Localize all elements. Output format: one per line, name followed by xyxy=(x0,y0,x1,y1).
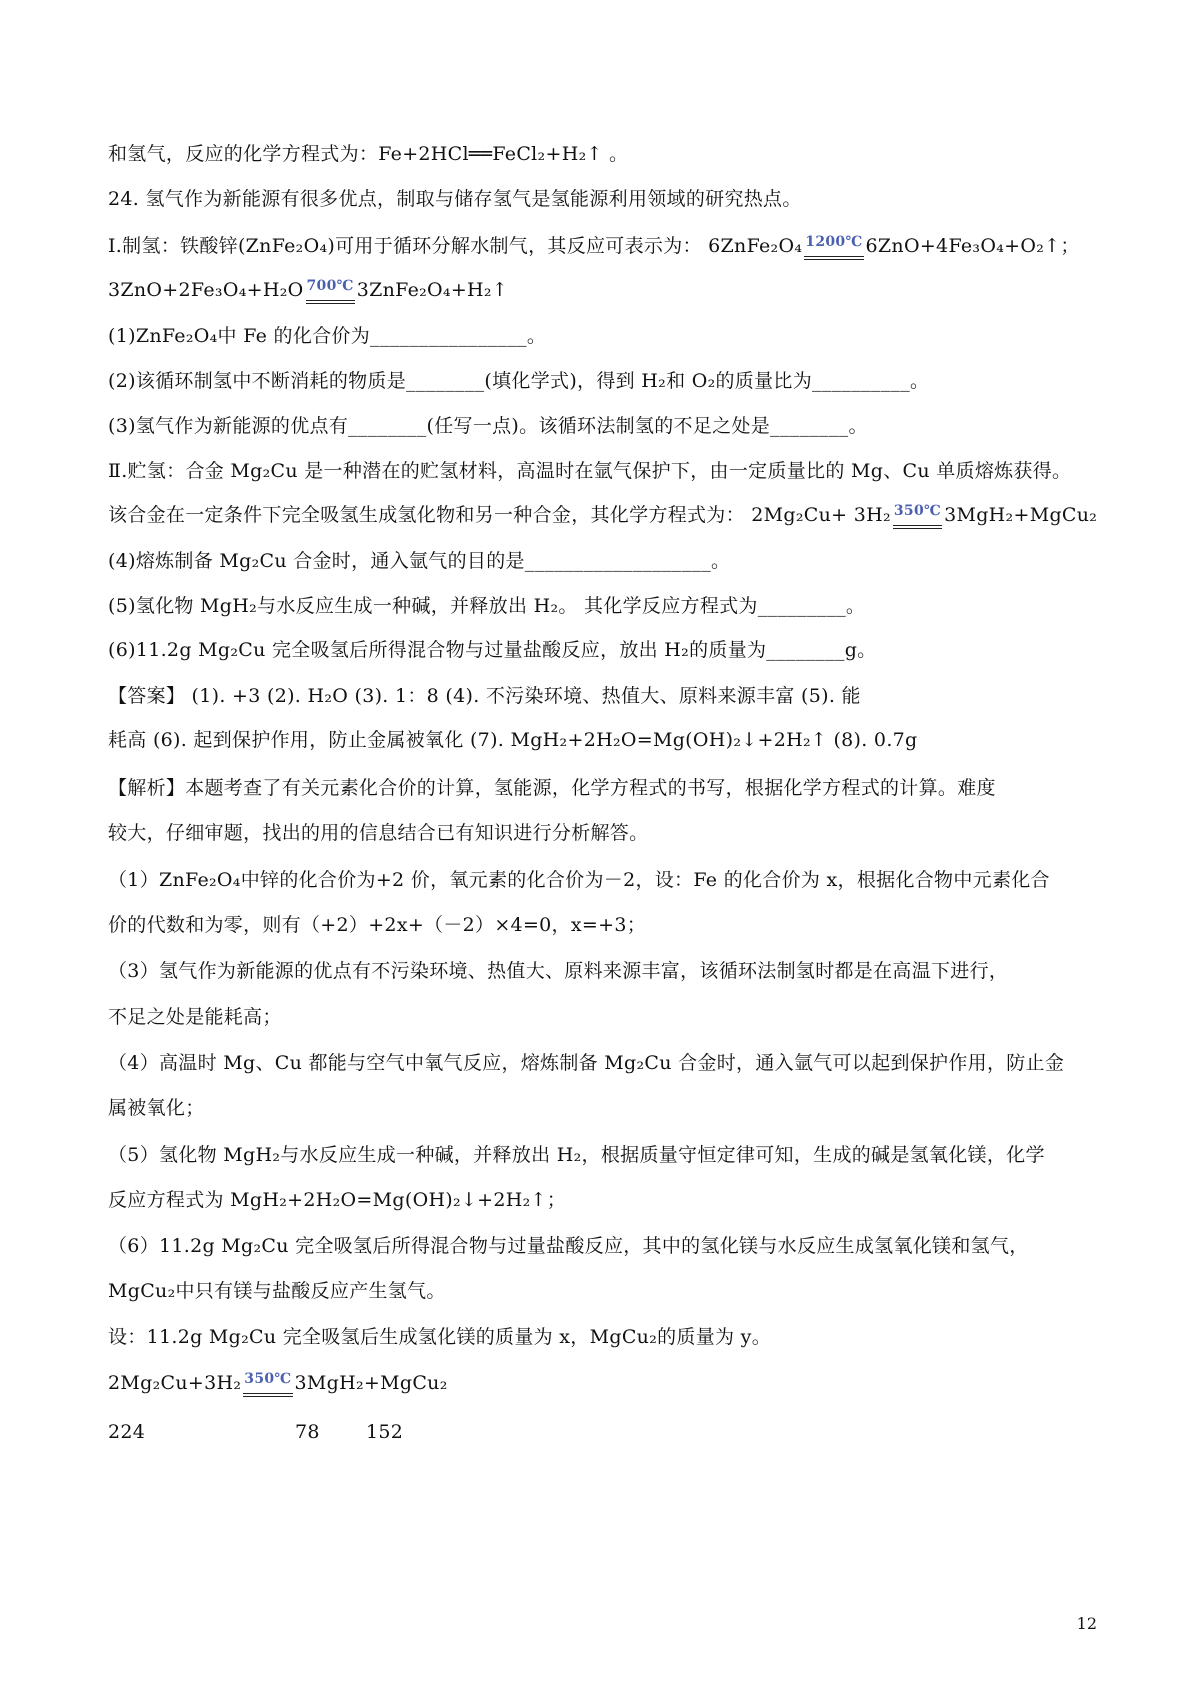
reaction-condition: 1200℃ xyxy=(804,228,863,257)
question-3: (3)氢气作为新能源的优点有________(任写一点)。该循环法制氢的不足之处是________。 xyxy=(108,415,868,437)
answer-line: 耗高 (6). 起到保护作用，防止金属被氧化 (7). MgH₂+2H₂O=Mg(OH)₂↓+2H₂↑ (8). 0.7g xyxy=(108,729,918,751)
analysis-line: 属被氧化； xyxy=(108,1097,205,1119)
question-5: (5)氢化物 MgH₂与水反应生成一种碱，并释放出 H₂。 其化学反应方程式为_________。 xyxy=(108,595,866,617)
analysis-line: （1）ZnFe₂O₄中锌的化合价为+2 价，氧元素的化合价为－2，设：Fe 的化合价为 x，根据化合物中元素化合 xyxy=(108,869,1050,891)
question-1: (1)ZnFe₂O₄中 Fe 的化合价为________________。 xyxy=(108,325,547,347)
analysis-line: （4）高温时 Mg、Cu 都能与空气中氧气反应，熔炼制备 Mg₂Cu 合金时，通入氩气可以起到保护作用，防止金 xyxy=(108,1052,1065,1074)
analysis-line: 不足之处是能耗高； xyxy=(108,1006,282,1028)
page-number: 12 xyxy=(1076,1614,1097,1633)
analysis-line: 价的代数和为零，则有（+2）+2x+（－2）×4=0，x=+3； xyxy=(108,914,647,936)
analysis-line: 反应方程式为 MgH₂+2H₂O=Mg(OH)₂↓+2H₂↑； xyxy=(108,1189,567,1211)
analysis-line: 【解析】本题考查了有关元素化合价的计算，氢能源，化学方程式的书写，根据化学方程式的计算。难度 xyxy=(108,777,996,799)
question-4: (4)熔炼制备 Mg₂Cu 合金时，通入氩气的目的是___________________。 xyxy=(108,550,731,572)
analysis-line: （3）氢气作为新能源的优点有不污染环境、热值大、原料来源丰富，该循环法制氢时都是在高温下进行， xyxy=(108,960,1009,982)
analysis-line: 设：11.2g Mg₂Cu 完全吸氢后生成氢化镁的质量为 x，MgCu₂的质量为 y。 xyxy=(108,1326,771,1348)
equation-line-2: 3ZnO+2Fe₃O₄+H₂O 700℃ 3ZnFe₂O₄+H₂↑ xyxy=(108,276,1100,307)
equation-line-3: 该合金在一定条件下完全吸氢生成氢化物和另一种合金，其化学方程式为： 2Mg₂Cu+ 3H₂ 350℃ 3MgH₂+MgCu₂ xyxy=(108,501,1100,532)
mass-value: 78 xyxy=(295,1421,320,1443)
equation-line-4: 2Mg₂Cu+3H₂ 350℃ 3MgH₂+MgCu₂ xyxy=(108,1369,1100,1400)
reaction-condition: 350℃ xyxy=(243,1365,292,1394)
text-line: Ⅱ.贮氢：合金 Mg₂Cu 是一种潜在的贮氢材料，高温时在氩气保护下，由一定质量比的 Mg、Cu 单质熔炼获得。 xyxy=(108,460,1072,482)
question-24-title: 24. 氢气作为新能源有很多优点，制取与储存氢气是氢能源利用领域的研究热点。 xyxy=(108,188,802,210)
question-6: (6)11.2g Mg₂Cu 完全吸氢后所得混合物与过量盐酸反应，放出 H₂的质量为________g。 xyxy=(108,639,877,661)
analysis-line: 较大，仔细审题，找出的用的信息结合已有知识进行分析解答。 xyxy=(108,822,649,844)
analysis-line: （6）11.2g Mg₂Cu 完全吸氢后所得混合物与过量盐酸反应，其中的氢化镁与水反应生成氢氧化镁和氢气， xyxy=(108,1235,1029,1257)
reaction-condition: 350℃ xyxy=(893,497,942,526)
question-2: (2)该循环制氢中不断消耗的物质是________(填化学式)，得到 H₂和 O₂的质量比为__________。 xyxy=(108,370,930,392)
analysis-line: MgCu₂中只有镁与盐酸反应产生氢气。 xyxy=(108,1280,446,1302)
mass-value: 152 xyxy=(366,1421,404,1443)
reaction-condition: 700℃ xyxy=(306,272,355,301)
text-line: 和氢气，反应的化学方程式为：Fe+2HCl══FeCl₂+H₂↑ 。 xyxy=(108,143,629,165)
mass-value: 224 xyxy=(108,1421,146,1443)
answer-line: 【答案】 (1). +3 (2). H₂O (3). 1：8 (4). 不污染环境、热值大、原料来源丰富 (5). 能 xyxy=(108,685,861,707)
equation-line-1: I.制氢：铁酸锌(ZnFe₂O₄)可用于循环分解水制气，其反应可表示为： 6ZnFe₂O₄ 1200℃ 6ZnO+4Fe₃O₄+O₂↑； xyxy=(108,232,1100,263)
analysis-line: （5）氢化物 MgH₂与水反应生成一种碱，并释放出 H₂，根据质量守恒定律可知，生成的碱是氢氧化镁，化学 xyxy=(108,1144,1045,1166)
